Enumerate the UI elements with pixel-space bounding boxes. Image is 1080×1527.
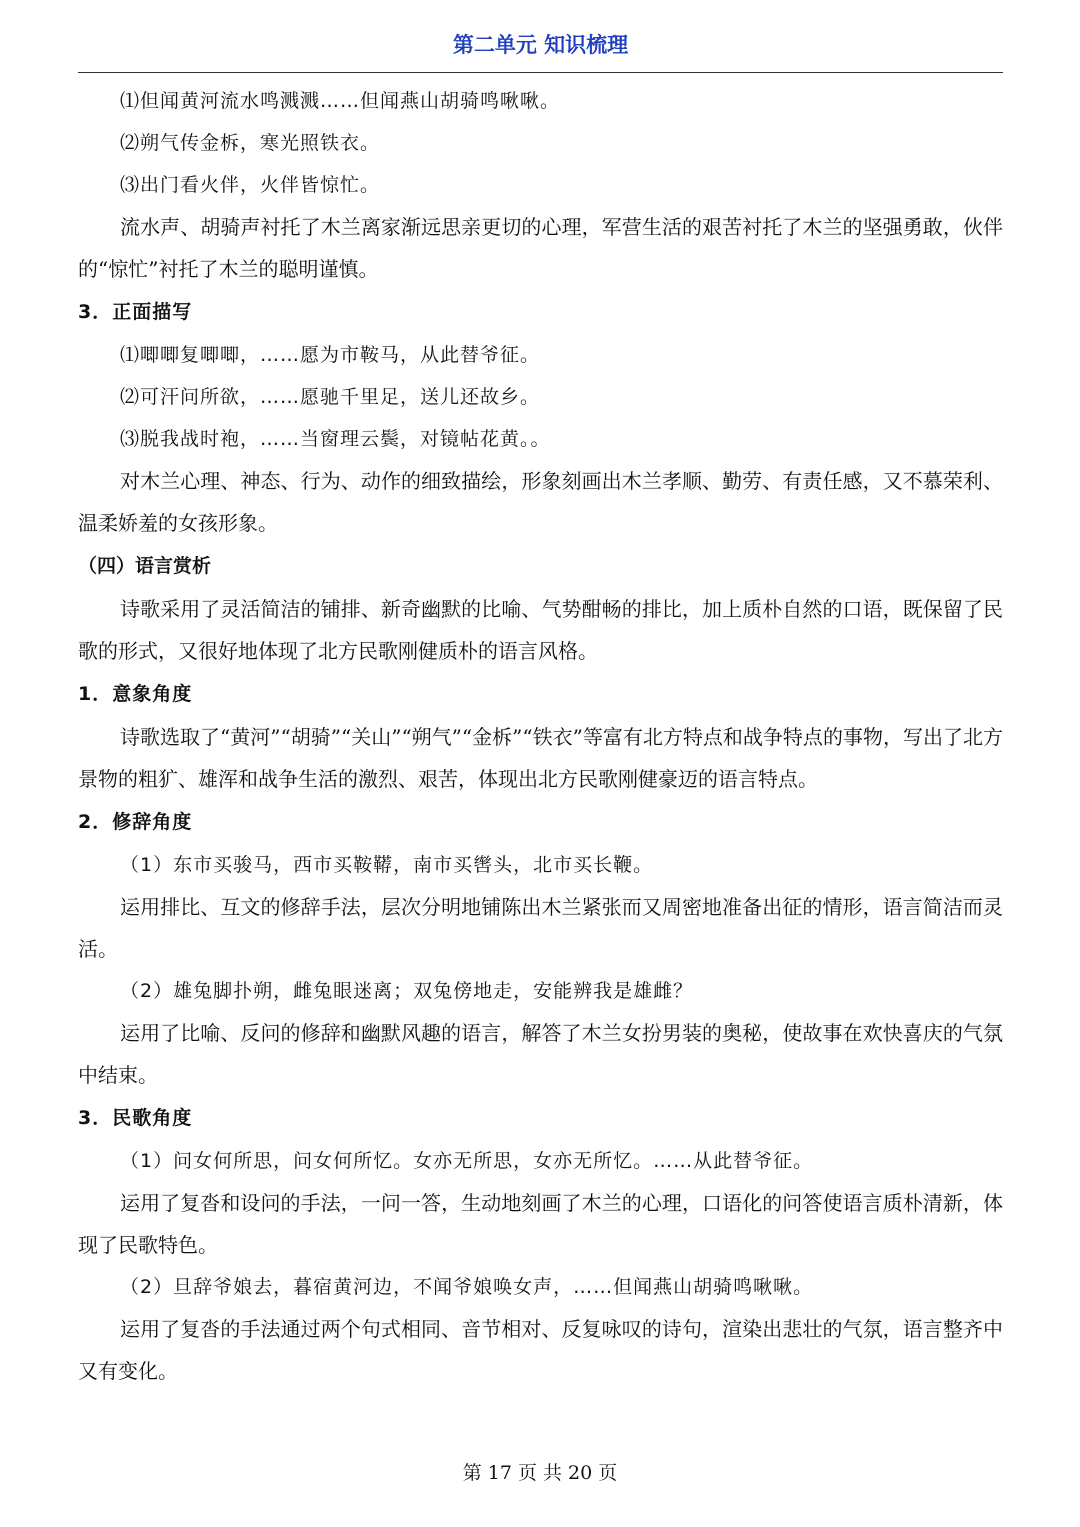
subsection-heading: （四）语言赏析 [78,555,212,577]
unit-title: 第二单元 知识梳理 [452,33,629,57]
quote-line: ⑵可汗问所欲，……愿驰千里足，送儿还故乡。 [120,386,541,408]
quote-line: ⑶脱我战时袍，……当窗理云鬓，对镜帖花黄。。 [120,428,551,450]
quote-line: ⑴但闻黄河流水鸣溅溅……但闻燕山胡骑鸣啾啾。 [120,90,561,112]
quote-line: （2）雄兔脚扑朔，雌兔眼迷离；双兔傍地走，安能辨我是雄雌？ [120,980,694,1002]
quote-line: ⑶出门看火伴，火伴皆惊忙。 [120,174,381,196]
page-number: 第 17 页 共 20 页 [462,1462,618,1484]
analysis-paragraph: 运用了复沓的手法通过两个句式相同、音节相对、反复咏叹的诗句，渲染出悲壮的气氛，语言整齐中又有变化。 [78,1317,1003,1383]
analysis-paragraph: 流水声、胡骑声衬托了木兰离家渐远思亲更切的心理，军营生活的艰苦衬托了木兰的坚强勇敢，伙伴的“惊忙”衬托了木兰的聪明谨慎。 [78,215,1003,281]
quote-line: （2）旦辞爷娘去，暮宿黄河边，不闻爷娘唤女声，……但闻燕山胡骑鸣啾啾。 [120,1276,814,1298]
quote-line: （1）问女何所思，问女何所忆。女亦无所思，女亦无所忆。……从此替爷征。 [120,1150,814,1172]
analysis-paragraph: 诗歌采用了灵活简洁的铺排、新奇幽默的比喻、气势酣畅的排比，加上质朴自然的口语，既保留了民歌的形式，又很好地体现了北方民歌刚健质朴的语言风格。 [78,597,1003,663]
document-body [78,80,1003,1392]
quote-line: ⑵朔气传金柝，寒光照铁衣。 [120,132,381,154]
section-heading: 3．民歌角度 [78,1107,193,1129]
analysis-paragraph: 诗歌选取了“黄河”“胡骑”“关山”“朔气”“金柝”“铁衣”等富有北方特点和战争特点的事物，写出了北方景物的粗犷、雄浑和战争生活的激烈、艰苦，体现出北方民歌刚健豪迈的语言特点。 [78,725,1003,791]
section-heading: 2．修辞角度 [78,811,193,833]
section-heading: 1．意象角度 [78,683,193,705]
analysis-paragraph: 运用了复沓和设问的手法，一问一答，生动地刻画了木兰的心理，口语化的问答使语言质朴清新，体现了民歌特色。 [78,1191,1003,1257]
quote-line: （1）东市买骏马，西市买鞍鞯，南市买辔头，北市买长鞭。 [120,854,654,876]
section-heading: 3．正面描写 [78,301,193,323]
page-header [78,28,1003,73]
quote-line: ⑴唧唧复唧唧，……愿为市鞍马，从此替爷征。 [120,344,541,366]
analysis-paragraph: 运用了比喻、反问的修辞和幽默风趣的语言，解答了木兰女扮男装的奥秘，使故事在欢快喜庆的气氛中结束。 [78,1021,1003,1087]
analysis-paragraph: 对木兰心理、神态、行为、动作的细致描绘，形象刻画出木兰孝顺、勤劳、有责任感，又不慕荣利、温柔娇羞的女孩形象。 [78,469,1003,535]
analysis-paragraph: 运用排比、互文的修辞手法，层次分明地铺陈出木兰紧张而又周密地准备出征的情形，语言简洁而灵活。 [78,895,1003,961]
